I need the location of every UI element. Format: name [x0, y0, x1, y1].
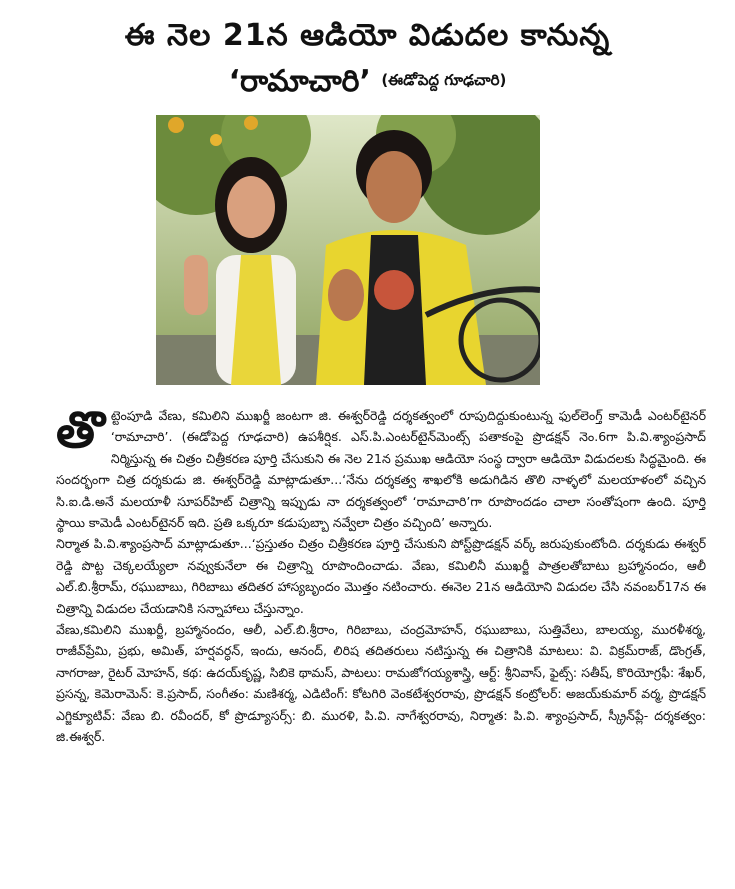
headline-line2 [0, 64, 735, 106]
paragraph-text: ట్టెంపూడి వేణు, కమిలిని ముఖర్జీ జంటగా జి. ఈశ్వర్‌రెడ్డి దర్శకత్వంలో రూపుదిద్దుకుంటున్న ఫుల్‌లెంగ్త్ కామెడీ ఎంటర్‌టైనర్ ‘రామాచారి’. (ఈడోపెద్ద గూఢచారి) ఉపశీర్షిక. ఎస్.పి.ఎంటర్‌టైన్‌మెంట్స్ పతాకంపై ప్రొడక్షన్ నెం.6గా పి.వి.శ్యాంప్రసాద్ నిర్మిస్తున్న ఈ చిత్రం చిత్రీకరణ పూర్తి చేసుకుని ఈ నెల 21న ప్రముఖ ఆడియో సంస్థ ద్వారా ఆడియో విడుదలకు సిద్ధమైంది. ఈ సందర్భంగా చిత్ర దర్శకుడు జి. ఈశ్వర్‌రెడ్డి మాట్లాడుతూ...‘నేను దర్శకత్వ శాఖలోకి అడుగిడిన తొలి నాళ్ళలో మలయాళంలో వచ్చిన సి.ఐ.డి.అనే మలయాళీ సూపర్‌హిట్ చిత్రాన్ని ఇప్పుడు నా దర్శకత్వంలో ‘రామాచారి’గా రూపొందడం చాలా సంతోషంగా ఉంది. పూర్తి స్థాయి కామెడీ ఎంటర్‌టైనర్ ఇది. ప్రతి ఒక్కరూ కడుపుబ్బా నవ్వేలా చిత్రం వచ్చింది’ అన్నారు. [56, 408, 706, 531]
movie-still-photo [156, 115, 540, 385]
headline [0, 18, 735, 106]
article-paragraph: నిర్మాత పి.వి.శ్యాంప్రసాద్ మాట్లాడుతూ...‘ప్రస్తుతం చిత్రం చిత్రీకరణ పూర్తి చేసుకుని పోస్ట్‌ప్రొడక్షన్ వర్క్ జరుపుకుంటోంది. దర్శకుడు ఈశ్వర్ రెడ్డి పొట్ట చెక్కలయ్యేలా నవ్వుకునేలా ఈ చిత్రాన్ని రూపొందించాడు. వేణు, కమిలినీ ముఖర్జీ పాత్రలతోబాటు బ్రహ్మానందం, ఆలీ ఎల్.బి.శ్రీరామ్, రఘుబాబు, గిరిబాబు తదితర హాస్యబృందం మొత్తం నటించారు. ఈనెల 21న ఆడియోని విడుదల చేసి నవంబర్17న ఈ చిత్రాన్ని విడుదల చేయడానికి సన్నాహాలు చేస్తున్నాం. [56, 536, 706, 616]
movie-title: ‘రామాచారి’ [228, 64, 371, 99]
dropcap: తొ [56, 401, 105, 459]
headline-line1: ఈ నెల 21న ఆడియో విడుదల కానున్న [124, 18, 611, 53]
movie-subtitle: (ఈడోపెద్ద గూఢచారి) [381, 71, 507, 89]
article-paragraph [56, 401, 706, 533]
article-body [56, 401, 706, 748]
article-paragraph: వేణు,కమిలిని ముఖర్జీ, బ్రహ్మానందం, ఆలీ, ఎల్.బి.శ్రీరాం, గిరిబాబు, చంద్రమోహన్, రఘుబాబు, సుత్తివేలు, బాలయ్య, మురళీశర్మ, రాజీవ్‌ప్రేమి, ప్రభు, అమిత్, హర్షవర్ధన్, ఇందు, ఆనంద్, లిరిష తదితరులు నటిస్తున్న ఈ చిత్రానికి మాటలు: వి. విక్రమ్‌రాజ్, డొంగ్రత్, నాగరాజు, రైటర్ మోహన్, కథ: ఉదయ్‌కృష్ణ, సిబికె థామస్, పాటలు: రామజోగయ్యశాస్త్రి, ఆర్ట్: శ్రీనివాస్, ఫైట్స్: సతీష్, కొరియోగ్రఫీ: శేఖర్, ప్రసన్న, కెమెరామెన్: కె.ప్రసాద్, సంగీతం: మణిశర్మ, ఎడిటింగ్: కోటగిరి వెంకటేశ్వరరావు, ప్రొడక్షన్ కంట్రోలర్: అజయ్‌కుమార్ వర్మ, ప్రొడక్షన్ ఎగ్జిక్యూటివ్: వేణు బి. రవీందర్, కో ప్రొడ్యూసర్స్: బి. మురళి, పి.వి. నాగేశ్వరరావు, నిర్మాత: పి.వి. శ్యాంప్రసాద్, స్క్రీన్‌ప్లే- దర్శకత్వం: జి.ఈశ్వర్. [56, 622, 706, 745]
